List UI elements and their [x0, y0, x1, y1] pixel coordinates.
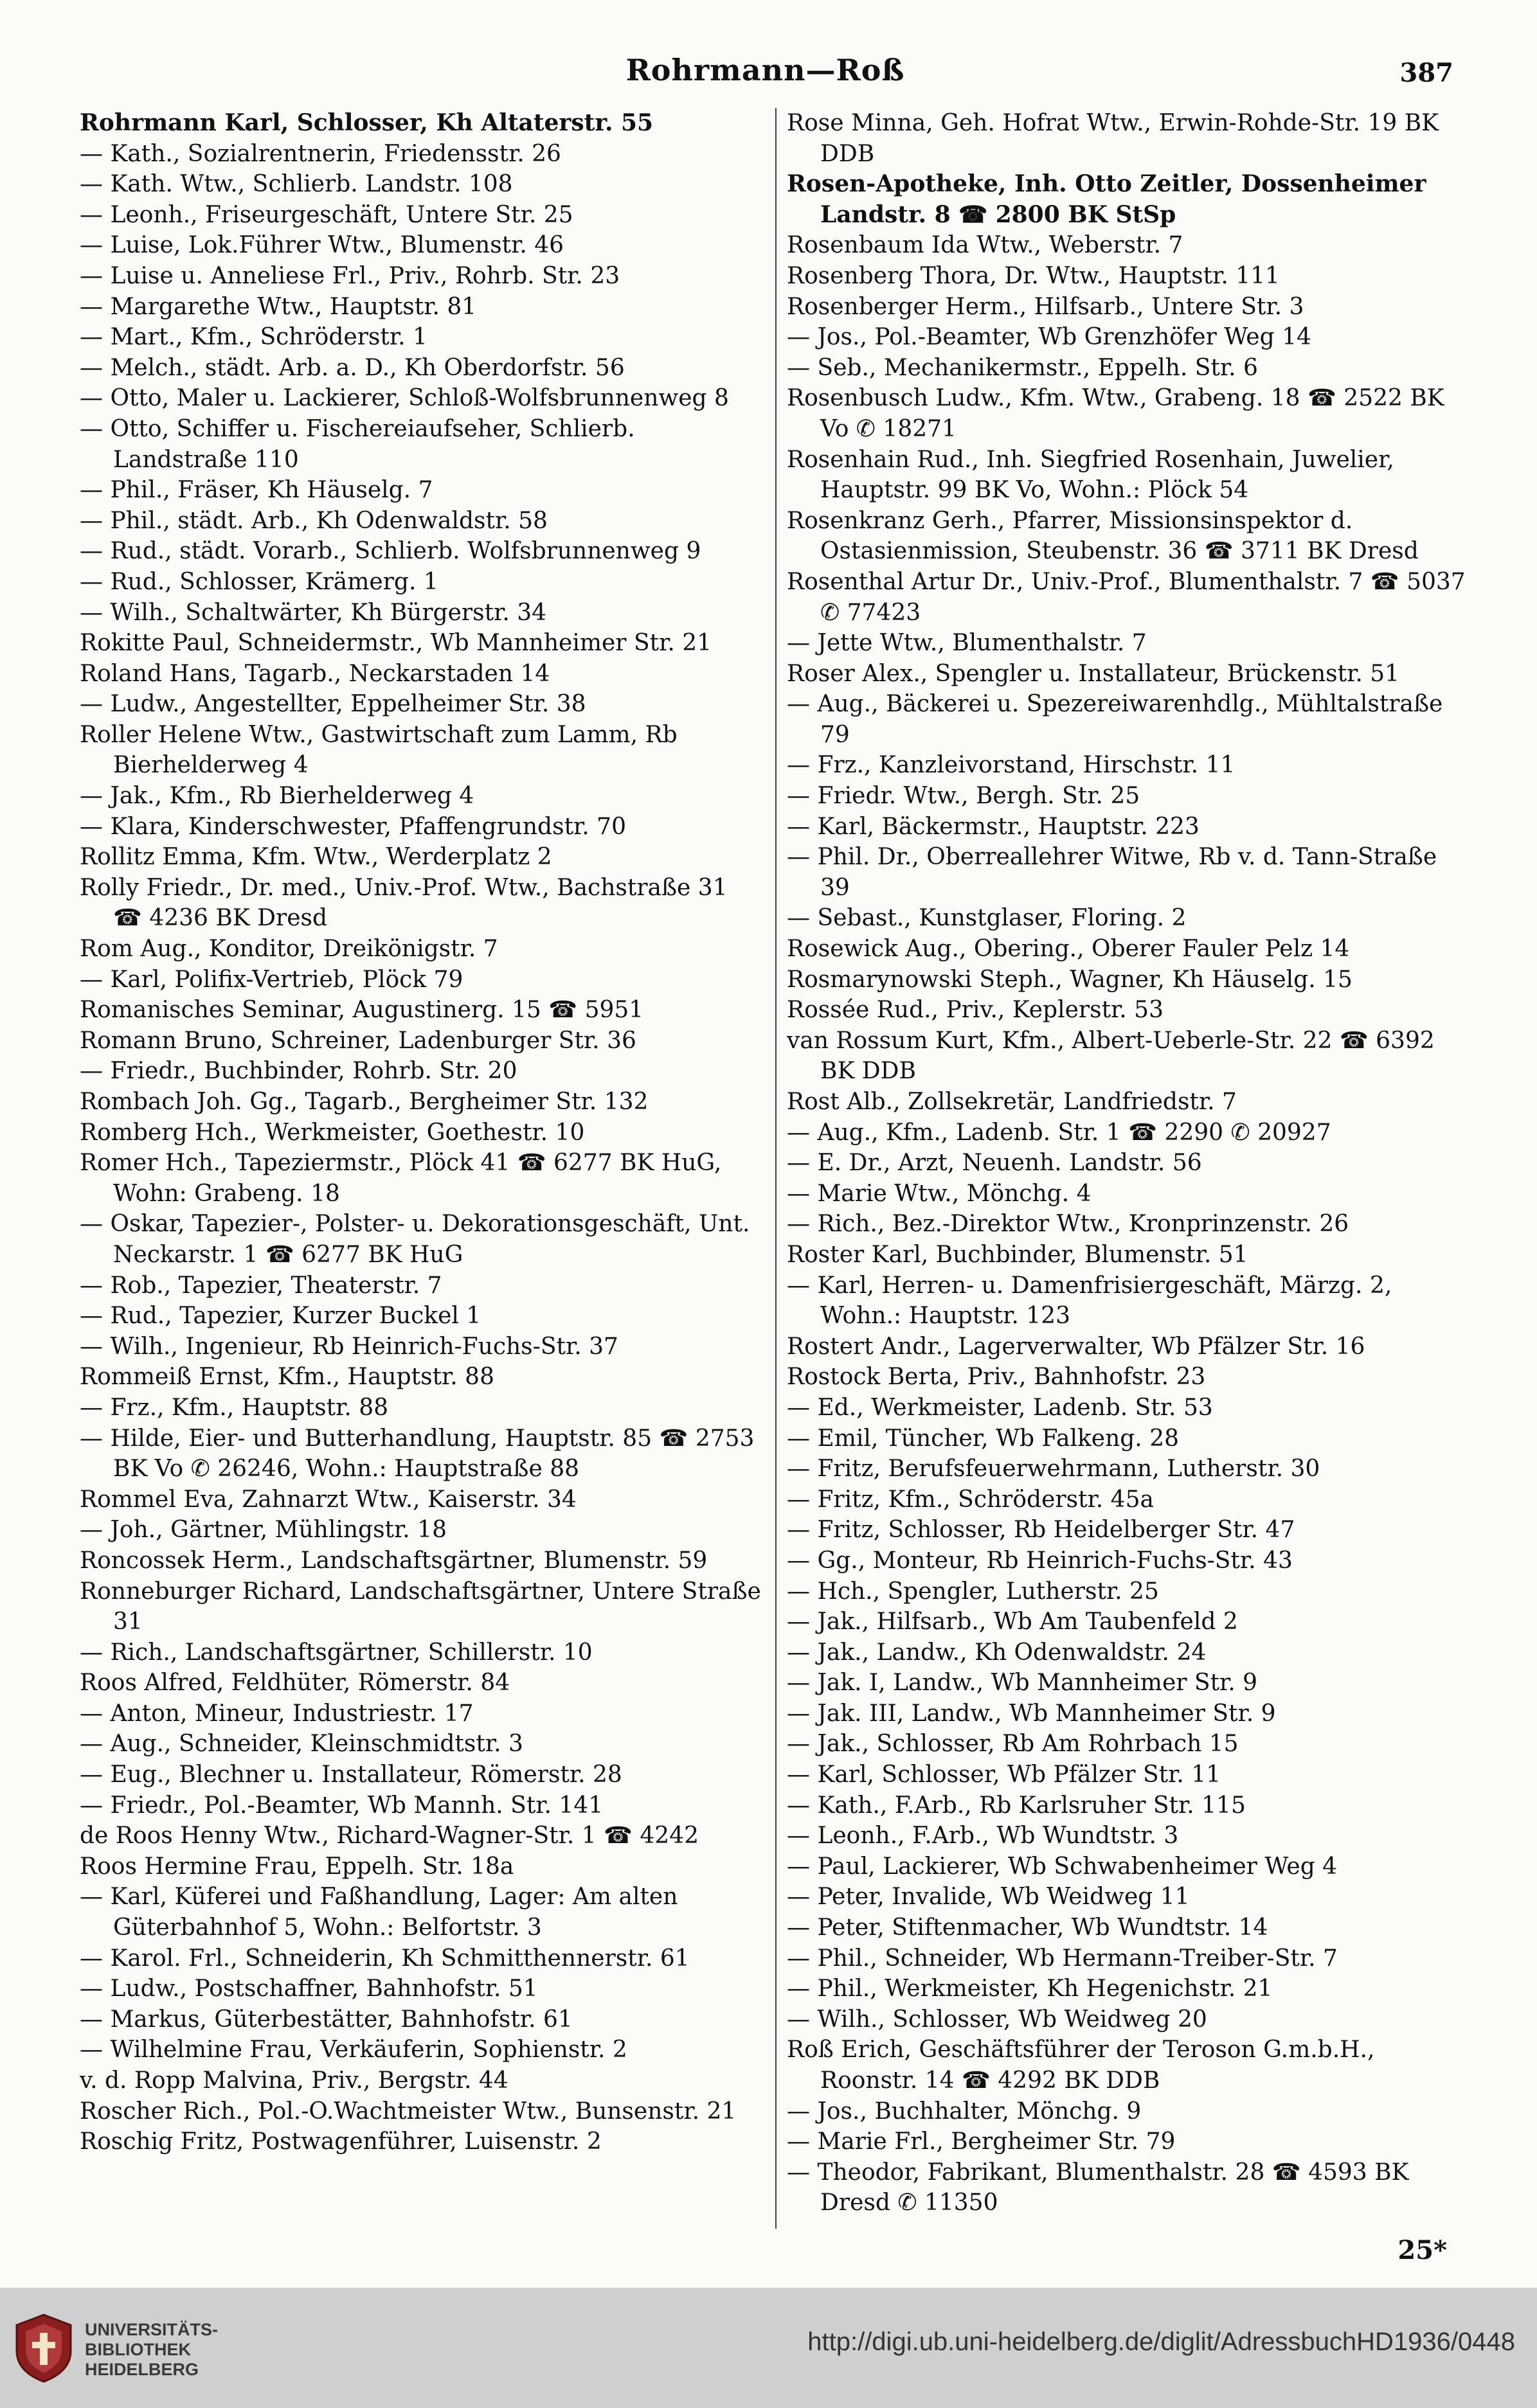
directory-entry: — Seb., Mechanikermstr., Eppelh. Str. 6 — [787, 354, 1258, 381]
directory-entry: — Luise, Lok.Führer Wtw., Blumenstr. 46 — [80, 232, 564, 259]
directory-entry: — Phil., Schneider, Wb Hermann-Treiber-Str. 7 — [787, 1945, 1338, 1972]
directory-entry: — Melch., städt. Arb. a. D., Kh Oberdorfstr. 56 — [80, 354, 625, 381]
directory-entry: — Rob., Tapezier, Theaterstr. 7 — [80, 1272, 442, 1299]
directory-entry: de Roos Henny Wtw., Richard-Wagner-Str. 1 ☎ 4242 — [80, 1823, 699, 1850]
column-divider — [775, 108, 777, 2229]
directory-entry: — Jak., Schlosser, Rb Am Rohrbach 15 — [787, 1731, 1239, 1758]
directory-entry: Roncossek Herm., Landschaftsgärtner, Blumenstr. 59 — [80, 1547, 708, 1574]
directory-entry: Rolly Friedr., Dr. med., Univ.-Prof. Wtw., Bachstraße 31 ☎ 4236 BK Dresd — [80, 874, 728, 932]
directory-entry: Rohrmann Karl, Schlosser, Kh Altaterstr. 55 — [80, 109, 654, 136]
directory-entry: — Phil., Werkmeister, Kh Hegenichstr. 21 — [787, 1975, 1273, 2002]
directory-entry: — Aug., Kfm., Ladenb. Str. 1 ☎ 2290 ✆ 20927 — [787, 1119, 1331, 1146]
directory-entry: — Jette Wtw., Blumenthalstr. 7 — [787, 630, 1147, 657]
directory-entry: — Jos., Buchhalter, Mönchg. 9 — [787, 2098, 1142, 2125]
directory-entry: — Jos., Pol.-Beamter, Wb Grenzhöfer Weg 14 — [787, 324, 1311, 351]
directory-entry: Rombach Joh. Gg., Tagarb., Bergheimer Str. 132 — [80, 1089, 649, 1115]
directory-entry: Roscher Rich., Pol.-O.Wachtmeister Wtw., Bunsenstr. 21 — [80, 2098, 737, 2125]
directory-entry: — Wilh., Ingenieur, Rb Heinrich-Fuchs-Str. 37 — [80, 1333, 618, 1360]
directory-entry: Romer Hch., Tapeziermstr., Plöck 41 ☎ 6277 BK HuG, Wohn: Grabeng. 18 — [80, 1150, 722, 1207]
directory-entry: Rosenbusch Ludw., Kfm. Wtw., Grabeng. 18 ☎ 2522 BK Vo ✆ 18271 — [787, 385, 1444, 442]
directory-entry: — Peter, Invalide, Wb Weidweg 11 — [787, 1884, 1190, 1911]
directory-entry: Rosmarynowski Steph., Wagner, Kh Häuselg. 15 — [787, 966, 1353, 993]
directory-entry: Romann Bruno, Schreiner, Ladenburger Str. 36 — [80, 1027, 636, 1054]
directory-entry: — Ludw., Angestellter, Eppelheimer Str. 38 — [80, 691, 586, 718]
directory-entry: — Rich., Bez.-Direktor Wtw., Kronprinzenstr. 26 — [787, 1211, 1349, 1238]
page-header — [77, 53, 1453, 98]
directory-entry: — Phil., Fräser, Kh Häuselg. 7 — [80, 477, 433, 504]
library-name-line: HEIDELBERG — [85, 2360, 199, 2379]
directory-entry: — Otto, Schiffer u. Fischereiaufseher, Schlierb. Landstraße 110 — [80, 415, 635, 473]
directory-entry: — Friedr., Pol.-Beamter, Wb Mannh. Str. 141 — [80, 1792, 604, 1819]
directory-entry: Rosen-Apotheke, Inh. Otto Zeitler, Dossenheimer Landstr. 8 ☎ 2800 BK StSp — [787, 170, 1426, 228]
directory-entry: Rost Alb., Zollsekretär, Landfriedstr. 7 — [787, 1089, 1237, 1115]
directory-entry: Rosewick Aug., Obering., Oberer Fauler Pelz 14 — [787, 936, 1350, 963]
directory-entry: — Fritz, Berufsfeuerwehrmann, Lutherstr. 30 — [787, 1456, 1320, 1483]
directory-entry: — Fritz, Kfm., Schröderstr. 45a — [787, 1486, 1154, 1513]
directory-entry: — Jak. III, Landw., Wb Mannheimer Str. 9 — [787, 1700, 1276, 1727]
directory-entry: Roller Helene Wtw., Gastwirtschaft zum Lamm, Rb Bierhelderweg 4 — [80, 721, 678, 779]
directory-entry: — Rud., Schlosser, Krämerg. 1 — [80, 568, 438, 595]
directory-entry: van Rossum Kurt, Kfm., Albert-Ueberle-Str. 22 ☎ 6392 BK DDB — [787, 1027, 1435, 1085]
directory-entry: — Karl, Schlosser, Wb Pfälzer Str. 11 — [787, 1761, 1221, 1788]
directory-entry: Rollitz Emma, Kfm. Wtw., Werderplatz 2 — [80, 844, 552, 871]
directory-entry: Rosenbaum Ida Wtw., Weberstr. 7 — [787, 232, 1183, 259]
directory-entry: — Mart., Kfm., Schröderstr. 1 — [80, 324, 427, 351]
directory-entry: — Leonh., F.Arb., Wb Wundtstr. 3 — [787, 1823, 1179, 1850]
directory-entry: Rosenhain Rud., Inh. Siegfried Rosenhain, Juwelier, Hauptstr. 99 BK Vo, Wohn.: Plöck 54 — [787, 446, 1394, 504]
directory-entry: Rosenberg Thora, Dr. Wtw., Hauptstr. 111 — [787, 262, 1280, 289]
directory-entry: Rossée Rud., Priv., Keplerstr. 53 — [787, 997, 1164, 1024]
directory-entry: — E. Dr., Arzt, Neuenh. Landstr. 56 — [787, 1150, 1202, 1177]
directory-entry: — Karl, Küferei und Faßhandlung, Lager: Am alten Güterbahnhof 5, Wohn.: Belfortstr. 3 — [80, 1884, 678, 1941]
directory-entry: — Karol. Frl., Schneiderin, Kh Schmitthennerstr. 61 — [80, 1945, 690, 1972]
directory-entry: — Ludw., Postschaffner, Bahnhofstr. 51 — [80, 1975, 538, 2002]
directory-entry: — Peter, Stiftenmacher, Wb Wundtstr. 14 — [787, 1914, 1268, 1941]
directory-entry: Rom Aug., Konditor, Dreikönigstr. 7 — [80, 936, 498, 963]
directory-entry: — Jak., Landw., Kh Odenwaldstr. 24 — [787, 1639, 1207, 1666]
university-seal-icon — [12, 2312, 76, 2384]
directory-entry: — Theodor, Fabrikant, Blumenthalstr. 28 ☎ 4593 BK Dresd ✆ 11350 — [787, 2159, 1409, 2216]
directory-entry: — Otto, Maler u. Lackierer, Schloß-Wolfsbrunnenweg 8 — [80, 385, 729, 412]
directory-entry: — Aug., Bäckerei u. Spezereiwarenhdlg., Mühltalstraße 79 — [787, 691, 1443, 748]
directory-entry: Romberg Hch., Werkmeister, Goethestr. 10 — [80, 1119, 585, 1146]
directory-entry: Rose Minna, Geh. Hofrat Wtw., Erwin-Rohde-Str. 19 BK DDB — [787, 110, 1439, 167]
directory-entry: — Anton, Mineur, Industriestr. 17 — [80, 1700, 474, 1727]
directory-entry: Roser Alex., Spengler u. Installateur, Brückenstr. 51 — [787, 660, 1400, 687]
directory-entry: — Friedr. Wtw., Bergh. Str. 25 — [787, 783, 1140, 810]
directory-entry: — Emil, Tüncher, Wb Falkeng. 28 — [787, 1425, 1179, 1452]
directory-entry: — Rud., städt. Vorarb., Schlierb. Wolfsbrunnenweg 9 — [80, 538, 701, 565]
directory-entry: — Klara, Kinderschwester, Pfaffengrundstr. 70 — [80, 813, 626, 840]
directory-entry: — Jak. I, Landw., Wb Mannheimer Str. 9 — [787, 1670, 1258, 1697]
directory-entry: Ronneburger Richard, Landschaftsgärtner, Untere Straße 31 — [80, 1578, 761, 1636]
directory-entry: — Rud., Tapezier, Kurzer Buckel 1 — [80, 1303, 481, 1330]
directory-entry: Roland Hans, Tagarb., Neckarstaden 14 — [80, 660, 550, 687]
directory-entry: — Karl, Herren- u. Damenfrisiergeschäft, Märzg. 2, Wohn.: Hauptstr. 123 — [787, 1272, 1392, 1330]
directory-entry: — Luise u. Anneliese Frl., Priv., Rohrb. Str. 23 — [80, 262, 620, 289]
directory-entry: — Marie Wtw., Mönchg. 4 — [787, 1180, 1092, 1207]
page-title: Rohrmann—Roß — [625, 53, 905, 87]
directory-entry: v. d. Ropp Malvina, Priv., Bergstr. 44 — [80, 2067, 508, 2094]
directory-entry: — Hilde, Eier- und Butterhandlung, Hauptstr. 85 ☎ 2753 BK Vo ✆ 26246, Wohn.: Hauptstraße 88 — [80, 1425, 755, 1483]
directory-entry: Roschig Fritz, Postwagenführer, Luisenstr. 2 — [80, 2128, 602, 2155]
directory-entry: — Ed., Werkmeister, Ladenb. Str. 53 — [787, 1394, 1213, 1421]
directory-entry: — Frz., Kfm., Hauptstr. 88 — [80, 1394, 389, 1421]
directory-entry: — Fritz, Schlosser, Rb Heidelberger Str. 47 — [787, 1517, 1295, 1544]
directory-entry: — Marie Frl., Bergheimer Str. 79 — [787, 2128, 1176, 2155]
directory-entry: — Paul, Lackierer, Wb Schwabenheimer Weg 4 — [787, 1853, 1338, 1880]
directory-entry: Rosenberger Herm., Hilfsarb., Untere Str. 3 — [787, 293, 1304, 320]
directory-entry: — Jak., Hilfsarb., Wb Am Taubenfeld 2 — [787, 1609, 1238, 1636]
directory-entry: Rosenkranz Gerh., Pfarrer, Missionsinspektor d. Ostasienmission, Steubenstr. 36 ☎ 3711 BK Dresd — [787, 507, 1419, 565]
directory-entry: — Friedr., Buchbinder, Rohrb. Str. 20 — [80, 1058, 517, 1085]
directory-entry: — Phil., städt. Arb., Kh Odenwaldstr. 58 — [80, 507, 548, 534]
directory-entry: Roß Erich, Geschäftsführer der Teroson G.m.b.H., Roonstr. 14 ☎ 4292 BK DDB — [787, 2037, 1375, 2094]
directory-entry: — Kath., Sozialrentnerin, Friedensstr. 26 — [80, 140, 561, 167]
directory-entry: Rokitte Paul, Schneidermstr., Wb Mannheimer Str. 21 — [80, 630, 712, 657]
library-name — [85, 2320, 218, 2380]
directory-entry: — Markus, Güterbestätter, Bahnhofstr. 61 — [80, 2006, 573, 2033]
source-url-link[interactable]: http://digi.ub.uni-heidelberg.de/diglit/AdressbuchHD1936/0448 — [807, 2328, 1515, 2356]
directory-entry: — Joh., Gärtner, Mühlingstr. 18 — [80, 1517, 447, 1544]
directory-entry: Roos Alfred, Feldhüter, Römerstr. 84 — [80, 1670, 510, 1697]
directory-entry: Rosenthal Artur Dr., Univ.-Prof., Blumenthalstr. 7 ☎ 5037 ✆ 77423 — [787, 568, 1466, 626]
directory-entry: — Kath., F.Arb., Rb Karlsruher Str. 115 — [787, 1792, 1246, 1819]
directory-entry: — Oskar, Tapezier-, Polster- u. Dekorationsgeschäft, Unt. Neckarstr. 1 ☎ 6277 BK HuG — [80, 1211, 750, 1268]
directory-entry: — Wilh., Schlosser, Wb Weidweg 20 — [787, 2006, 1207, 2033]
directory-entry: — Karl, Bäckermstr., Hauptstr. 223 — [787, 813, 1200, 840]
directory-entry: — Wilhelmine Frau, Verkäuferin, Sophienstr. 2 — [80, 2037, 627, 2064]
right-column — [787, 108, 1468, 2229]
directory-entry: Rostert Andr., Lagerverwalter, Wb Pfälzer Str. 16 — [787, 1333, 1365, 1360]
signature-mark: 25* — [1398, 2235, 1447, 2265]
directory-entry: Roos Hermine Frau, Eppelh. Str. 18a — [80, 1853, 514, 1880]
library-name-line: UNIVERSITÄTS- — [85, 2320, 219, 2339]
directory-entry: — Kath. Wtw., Schlierb. Landstr. 108 — [80, 171, 513, 198]
directory-entry: — Frz., Kanzleivorstand, Hirschstr. 11 — [787, 752, 1236, 779]
directory-entry: — Phil. Dr., Oberreallehrer Witwe, Rb v. d. Tann-Straße 39 — [787, 844, 1437, 901]
directory-entry: — Eug., Blechner u. Installateur, Römerstr. 28 — [80, 1761, 622, 1788]
directory-entry: — Rich., Landschaftsgärtner, Schillerstr. 10 — [80, 1639, 593, 1666]
directory-entry: Roster Karl, Buchbinder, Blumenstr. 51 — [787, 1241, 1248, 1268]
left-column — [80, 108, 761, 2229]
directory-entry: — Jak., Kfm., Rb Bierhelderweg 4 — [80, 783, 474, 810]
page-number: 387 — [1399, 58, 1453, 88]
directory-entry: — Wilh., Schaltwärter, Kh Bürgerstr. 34 — [80, 599, 547, 626]
directory-entry: Romanisches Seminar, Augustinerg. 15 ☎ 5951 — [80, 997, 644, 1024]
directory-entry: — Sebast., Kunstglaser, Floring. 2 — [787, 905, 1187, 932]
directory-entry: — Karl, Polifix-Vertrieb, Plöck 79 — [80, 966, 463, 993]
directory-entry: Rommeiß Ernst, Kfm., Hauptstr. 88 — [80, 1364, 494, 1391]
directory-entry: — Hch., Spengler, Lutherstr. 25 — [787, 1578, 1159, 1605]
directory-entry: — Margarethe Wtw., Hauptstr. 81 — [80, 293, 477, 320]
directory-entry: — Aug., Schneider, Kleinschmidtstr. 3 — [80, 1731, 523, 1758]
directory-entry: Rostock Berta, Priv., Bahnhofstr. 23 — [787, 1364, 1206, 1391]
directory-entry: Rommel Eva, Zahnarzt Wtw., Kaiserstr. 34 — [80, 1486, 577, 1513]
directory-entry: — Leonh., Friseurgeschäft, Untere Str. 25 — [80, 201, 573, 228]
directory-entry: — Gg., Monteur, Rb Heinrich-Fuchs-Str. 43 — [787, 1547, 1293, 1574]
library-name-line: BIBLIOTHEK — [85, 2340, 191, 2359]
